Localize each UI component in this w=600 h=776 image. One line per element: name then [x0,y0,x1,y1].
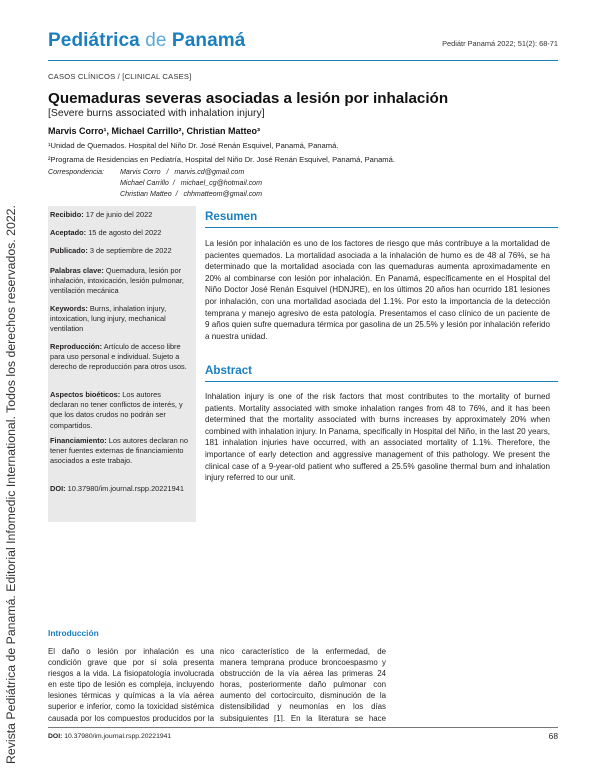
meta-bioethics-value: Los autores declaran no tener conflictos de interés, y que los datos crudos no podrán ser compartidos. [50,390,183,430]
footer-doi-label: DOI: [48,733,63,740]
masthead [48,30,558,58]
journal-title-part1: Pediátrica [48,30,140,51]
meta-bioethics-label: Aspectos bioéticos: [50,390,121,399]
footer-divider [48,727,558,728]
meta-keywords-es-label: Palabras clave: [50,266,104,275]
footer-doi-value: 10.37980/im.journal.rspp.20221941 [62,733,172,740]
meta-published [50,246,190,256]
journal-title [48,30,245,52]
section-label: CASOS CLÍNICOS / [CLINICAL CASES] [48,72,192,81]
meta-reproduction-value: Artículo de acceso libre para uso personal e individual. Sujeto a derecho de reproducción para otros usos. [50,342,187,372]
meta-received-value: 17 de junio del 2022 [83,210,153,219]
abstract-divider [205,381,558,382]
meta-bioethics [50,390,190,431]
footer-doi [48,733,171,740]
meta-reproduction-label: Reproducción: [50,342,103,351]
resumen-divider [205,227,558,228]
article-title: Quemaduras severas asociadas a lesión por inhalación [48,90,449,107]
meta-keywords-en-value: Burns, inhalation injury, intoxication, lung injury, mechanical ventilation [50,304,167,334]
article-title-english: [Severe burns associated with inhalation injury] [48,108,265,119]
abstract-text: Inhalation injury is one of the risk factors that most contributes to the mortality of burned patients. Mortality associated with smoke inhalation ranges from 48 to 76%, and it has been determined that the mortality associated with burns increases by approximately 20% when combined with inhalation injury. In Panama, specifically in Hospital del Niño, in the last 20 years, 181 inhalation injuries have occurred, with an associated mortality of 1.1%. Therefore, the importance of early detection and aggressive management of this pathology. We present the clinical case of a 9-year-old patient who suffered a 25.5% gasoline thermal burn and inhalation injury referred to our unit. [205,392,550,483]
copyright-side-text: Revista Pediátrica de Panamá. Editorial Infomedic International. Todos los derechos reservados. 2022. [4,205,18,764]
meta-doi-value: 10.37980/im.journal.rspp.20221941 [65,484,184,493]
resumen-text: La lesión por inhalación es uno de los factores de riesgo que más contribuye a la mortalidad de pacientes quemados. La mortalidad asociada a la inhalación de humo es de 48 al 76%, se ha determinado que la mortalidad asociada con las quemaduras aumenta aproximadamente en 20% al combinarse con lesión por inhalación. En Panamá, específicamente en el Hospital del Niño Doctor José Renán Esquivel (HDNJRE), en los últimos 20 años han ocurrido 181 lesiones por inhalación, con una mortalidad asociada del 1.1%. Por esto la importancia de la detección temprana y manejo agresivo de esta patología. Presentamos el caso clínico de un paciente de 9 años quien sufre quemadura térmica por gasolina de un 25.5% y lesión por inhalación referido a nuestra unidad. [205,239,550,341]
meta-accepted-value: 15 de agosto del 2022 [86,228,162,237]
meta-doi-label: DOI: [50,484,66,493]
meta-funding [50,436,190,467]
correspondence-row: Marvis Corro / marvis.cd@gmail.com [120,168,245,176]
meta-accepted-label: Aceptado: [50,228,87,237]
intro-column-1: El daño o lesión por inhalación es una condición grave que por sí sola presenta riesgos a la vida. La fisiopatología involucrada en este tipo de lesión es compleja, incluyendo lesiones térmicas y químicas a la vía aérea superior e inferior, como la toxicidad sistémica causada por los compuestos producidos por la [48,647,214,722]
meta-reproduction [50,342,190,373]
meta-keywords-en [50,304,190,335]
meta-funding-label: Financiamiento: [50,436,107,445]
intro-heading: Introducción [48,628,99,638]
page-number: 68 [548,731,558,741]
affiliation-2: ²Programa de Residencias en Pediatría, Hospital del Niño Dr. José Renán Esquivel, Panamá, Panamá. [48,155,395,164]
meta-doi [50,484,190,494]
journal-title-part3: Panamá [171,30,246,51]
masthead-divider [48,60,558,61]
meta-accepted [50,228,190,238]
meta-keywords-es-value: Quemadura, lesión por inhalación, intoxicación, lesión pulmonar, ventilación mecánica [50,266,184,296]
journal-title-part2: de [139,30,172,51]
meta-keywords-en-label: Keywords: [50,304,88,313]
meta-funding-value: Los autores declaran no tener fuentes externas de financiamiento asociados a este trabajo. [50,436,189,466]
affiliation-1: ¹Unidad de Quemados. Hospital del Niño Dr. José Renán Esquivel, Panamá, Panamá. [48,141,339,150]
meta-received [50,210,190,220]
correspondence-row: Michael Carrillo / michael_cg@hotmail.com [120,179,263,187]
intro-column-2: nico característico de la enfermedad, de manera temprana produce broncoespasmo y obstrucción de la vía aérea las primeras 24 horas, posteriormente daño pulmonar con aumento del cortocircuito, disminución de la distensibilidad y neumonías en los días subsiguientes [1]. En la literatura se hace [220,647,386,722]
journal-citation: Pediátr Panamá 2022; 51(2): 68-71 [442,39,558,48]
meta-published-label: Publicado: [50,246,88,255]
correspondence-label: Correspondencia: [48,168,104,176]
meta-published-value: 3 de septiembre de 2022 [87,246,172,255]
resumen-heading: Resumen [205,210,258,223]
meta-received-label: Recibido: [50,210,84,219]
meta-keywords-es [50,266,190,297]
authors: Marvis Corro¹, Michael Carrillo², Christian Matteo³ [48,126,261,136]
correspondence-row: Christian Matteo / chhmatteom@gmail.com [120,190,263,198]
abstract-heading: Abstract [205,364,253,377]
